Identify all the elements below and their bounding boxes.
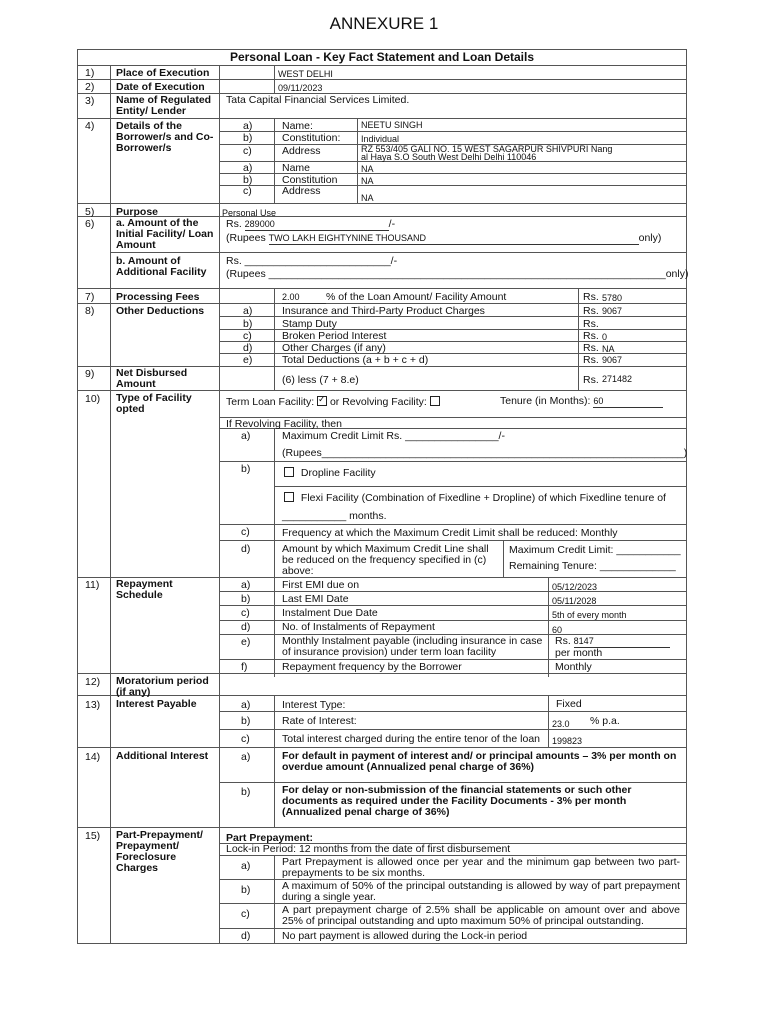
repayment-schedule-label: Repayment Schedule [116, 578, 173, 601]
amount-line [226, 219, 395, 231]
row-number: 11) [85, 579, 100, 591]
part-prepayment-heading: Part Prepayment: [226, 832, 313, 844]
co-borrower-address: NA [361, 193, 374, 203]
processing-fee-pct: 2.00 [282, 292, 326, 304]
prepayment-rule: A maximum of 50% of the principal outstanding is allowed by way of part prepayment during a single year. [282, 880, 680, 903]
lock-in-period: Lock-in Period: 12 months from the date of first disbursement [226, 843, 511, 855]
rule [77, 79, 687, 80]
facility-type-label: Type of Facility opted [116, 392, 192, 415]
row-number: 7) [85, 291, 95, 303]
revolving-label: or Revolving Facility: [329, 396, 427, 408]
instalment-due-date: 5th of every month [552, 610, 627, 620]
lender-value: Tata Capital Financial Services Limited. [226, 94, 410, 106]
processing-fee-value: 5780 [602, 293, 623, 303]
instalment-count: 60 [552, 625, 563, 635]
checkmark-icon: ✓ [318, 394, 326, 404]
table-border-right [686, 49, 687, 944]
purpose-label: Purpose [116, 206, 159, 218]
rule [219, 659, 687, 660]
row-number: 10) [85, 393, 101, 405]
row-number: 5) [85, 206, 95, 218]
rs-label: Rs. [583, 342, 599, 354]
deduction-value: 9067 [602, 306, 623, 316]
col-divider-label [219, 65, 220, 944]
processing-fee-text: % of the Loan Amount/ Facility Amount [326, 291, 507, 303]
schedule-text: First EMI due on [282, 579, 360, 591]
loan-amount-value: 289000 [245, 219, 389, 231]
annexure-title: ANNEXURE 1 [329, 14, 439, 33]
rule [219, 928, 687, 929]
rs-suffix: /- [388, 218, 396, 230]
amount-words-line [226, 233, 661, 245]
item-key: f) [241, 661, 248, 673]
item-key: d) [241, 543, 251, 555]
rule [219, 711, 687, 712]
per-month-text: per month [555, 647, 603, 659]
row-number: 8) [85, 305, 95, 317]
rate-label: Rate of Interest: [282, 715, 357, 727]
item-key: e) [241, 636, 251, 648]
table-title: Personal Loan - Key Fact Statement and Loan Details [229, 50, 535, 64]
rule [219, 782, 687, 783]
rs-label: Rs. [555, 635, 571, 647]
term-loan-checkbox[interactable] [317, 396, 327, 406]
rule [77, 203, 687, 204]
additional-amount-words: (Rupees ____________________________________________________________________only) [226, 268, 689, 280]
additional-amount-line: Rs. _________________________/- [226, 255, 398, 267]
rule [77, 673, 687, 674]
divider [503, 540, 504, 577]
total-deductions-value: 9067 [602, 355, 623, 365]
address-label: Address [282, 145, 321, 157]
deduction-text: Insurance and Third-Party Product Charges [282, 305, 485, 317]
term-loan-label: Term Loan Facility: [226, 396, 315, 408]
item-key: c) [243, 185, 252, 197]
prepayment-rule: A part prepayment charge of 2.5% shall be applicable on amount over and above 25% of principal outstanding and upto maximum 50% of principal outstanding. [282, 904, 680, 927]
row-number: 3) [85, 95, 95, 107]
row-number: 6) [85, 218, 95, 230]
item-key: c) [243, 145, 252, 157]
deduction-text: Other Charges (if any) [282, 342, 386, 354]
facility-type-line [226, 396, 440, 408]
schedule-text: No. of Instalments of Repayment [282, 621, 435, 633]
penal-charge-delay: For delay or non-submission of the financial statements or such other documents as required under the Facility Documents - 3% per month (Annualized penal charge of 36%) [282, 784, 632, 818]
date-of-execution-value: 09/11/2023 [278, 83, 323, 93]
place-of-execution-label: Place of Execution [116, 67, 210, 79]
tenure-label: Tenure (in Months): [500, 395, 591, 407]
row-number: 14) [85, 751, 101, 763]
item-key: a) [243, 305, 253, 317]
item-key: a) [241, 699, 251, 711]
borrower-address-line2: al Haya S.O South West Delhi Delhi 110046 [361, 152, 537, 162]
tenure-line [500, 396, 663, 408]
borrower-name: NEETU SINGH [361, 120, 423, 130]
if-revolving-text: If Revolving Facility, then [226, 418, 342, 430]
item-key: a) [241, 430, 251, 442]
constitution-label: Constitution: [282, 132, 341, 144]
co-borrower-name: NA [361, 164, 374, 174]
row-number: 13) [85, 699, 101, 711]
total-interest-value: 199823 [552, 736, 583, 746]
total-interest-label: Total interest charged during the entire tenor of the loan [282, 733, 540, 745]
moratorium-label: Moratorium period (if any) [116, 675, 209, 698]
row-number: 12) [85, 676, 101, 688]
borrower-details-label: Details of the Borrower/s and Co-Borrower/s [116, 120, 214, 154]
revolving-checkbox[interactable] [430, 396, 440, 406]
item-key: b) [243, 318, 253, 330]
dropline-line [284, 467, 376, 479]
rule [77, 827, 687, 828]
frequency-text: Frequency at which the Maximum Credit Limit shall be reduced: Monthly [282, 527, 618, 539]
prepayment-label: Part-Prepayment/ Prepayment/ Foreclosure Charges [116, 829, 203, 874]
deduction-value: NA [602, 344, 615, 354]
row-number: 15) [85, 830, 101, 842]
rule [110, 252, 687, 253]
co-constitution-label: Constitution [282, 174, 338, 186]
prepayment-rule: Part Prepayment is allowed once per year and the minimum gap between two part-prepayments to be six months. [282, 856, 680, 879]
rule [219, 591, 687, 592]
loan-amount-label: a. Amount of the Initial Facility/ Loan Amount [116, 217, 214, 251]
co-name-label: Name [282, 162, 311, 174]
row-number: 1) [85, 67, 95, 79]
rs-label: Rs. [583, 318, 599, 330]
rule [77, 390, 687, 391]
purpose-value: Personal Use [222, 208, 277, 218]
item-key: c) [241, 526, 250, 538]
row-number: 4) [85, 120, 95, 132]
processing-fees-label: Processing Fees [116, 291, 200, 303]
max-credit-rupees-text: (Rupees______________________________________________________________) [282, 447, 688, 459]
deduction-text: Broken Period Interest [282, 330, 387, 342]
rs-label: Rs. [583, 291, 599, 303]
net-disbursed-value: 271482 [602, 374, 633, 384]
rs-label: Rs. [583, 330, 599, 342]
co-address-label: Address [282, 185, 321, 197]
remaining-tenure-field: Remaining Tenure: _____________ [509, 560, 676, 572]
item-key: b) [243, 174, 253, 186]
item-key: a) [241, 860, 251, 872]
item-key: a) [241, 751, 251, 763]
emi-text: Monthly Instalment payable (including insurance in case of insurance provision) under term loan facility [282, 635, 543, 658]
place-of-execution-value: WEST DELHI [278, 69, 333, 79]
divider [274, 855, 275, 944]
flexi-line [284, 492, 666, 504]
divider [548, 577, 549, 677]
rule [274, 486, 687, 487]
amount-reduced-text: Amount by which Maximum Credit Line shall be reduced on the frequency specified in (c) above: [282, 543, 489, 577]
repayment-frequency-text: Repayment frequency by the Borrower [282, 661, 462, 673]
rule [219, 461, 687, 462]
co-borrower-constitution: NA [361, 176, 374, 186]
interest-payable-label: Interest Payable [116, 698, 197, 710]
row-number: 9) [85, 368, 95, 380]
rule [219, 729, 687, 730]
schedule-text: Instalment Due Date [282, 607, 378, 619]
item-key: c) [241, 607, 250, 619]
rs-prefix: Rs. [226, 218, 242, 230]
divider [548, 695, 549, 747]
max-credit-limit-field: Maximum Credit Limit: ___________ [509, 544, 681, 556]
deduction-text: Total Deductions (a + b + c + d) [282, 354, 429, 366]
net-disbursed-label: Net Disbursed Amount [116, 367, 188, 390]
item-key: b) [241, 715, 251, 727]
tenure-value: 60 [593, 396, 663, 408]
penal-charge-default: For default in payment of interest and/ or principal amounts – 3% per month on overdue amount (Annualized penal charge of 36%) [282, 750, 677, 773]
item-key: d) [241, 930, 251, 942]
item-key: d) [241, 621, 251, 633]
only-suffix: only) [638, 232, 662, 244]
dropline-label: Dropline Facility [300, 467, 376, 479]
interest-type-value: Fixed [556, 698, 582, 710]
divider [274, 428, 275, 677]
deduction-text: Stamp Duty [282, 318, 337, 330]
item-key: a) [241, 579, 251, 591]
item-key: a) [243, 120, 253, 132]
rule [219, 605, 687, 606]
col-divider-num [110, 65, 111, 944]
repayment-frequency-value: Monthly [555, 661, 592, 673]
lender-label: Name of Regulated Entity/ Lender [116, 94, 212, 117]
item-key: e) [243, 354, 253, 366]
per-annum-text: % p.a. [590, 715, 620, 727]
rule [77, 65, 687, 66]
row-number: 2) [85, 81, 95, 93]
rs-label: Rs. [583, 305, 599, 317]
flexi-label: Flexi Facility (Combination of Fixedline + Dropline) of which Fixedline tenure of [300, 492, 666, 504]
max-credit-limit-text: Maximum Credit Limit Rs. ________________/- [282, 430, 505, 442]
divider [274, 695, 275, 827]
rupees-prefix: (Rupees [226, 232, 266, 244]
item-key: c) [243, 330, 252, 342]
borrower-address-line1: RZ 553/405 GALI NO. 15 WEST SAGARPUR SHIVPURI Nang [361, 144, 613, 154]
interest-type-label: Interest Type: [282, 699, 346, 711]
additional-facility-label: b. Amount of Additional Facility [116, 255, 207, 278]
rule [219, 540, 687, 541]
rs-label: Rs. [583, 354, 599, 366]
other-deductions-label: Other Deductions [116, 305, 205, 317]
borrower-constitution: Individual [361, 134, 400, 144]
rule [219, 524, 687, 525]
processing-fee-line [282, 292, 506, 304]
schedule-text: Last EMI Date [282, 593, 349, 605]
name-label: Name: [282, 120, 313, 132]
rule [77, 747, 687, 748]
additional-interest-label: Additional Interest [116, 750, 209, 762]
item-key: c) [241, 908, 250, 920]
net-disbursed-formula: (6) less (7 + 8.e) [282, 374, 359, 386]
rule [77, 943, 687, 944]
item-key: c) [241, 733, 250, 745]
fixedline-months: ___________ months. [282, 510, 387, 522]
item-key: b) [243, 132, 253, 144]
item-key: b) [241, 884, 251, 896]
date-of-execution-label: Date of Execution [116, 81, 205, 93]
rate-value: 23.0 [552, 719, 570, 729]
item-key: b) [241, 593, 251, 605]
item-key: a) [243, 162, 253, 174]
deduction-value: 0 [602, 332, 608, 342]
item-key: b) [241, 463, 251, 475]
item-key: b) [241, 786, 251, 798]
last-emi-date: 05/11/2028 [552, 596, 597, 606]
rule [77, 118, 687, 119]
rule [77, 288, 687, 289]
dropline-checkbox[interactable] [284, 467, 294, 477]
emi-value: 8147 [574, 636, 670, 648]
first-emi-date: 05/12/2023 [552, 582, 598, 592]
item-key: d) [243, 342, 253, 354]
rs-label: Rs. [583, 374, 599, 386]
prepayment-rule: No part payment is allowed during the Lock-in period [282, 930, 528, 942]
loan-amount-words: TWO LAKH EIGHTYNINE THOUSAND [269, 233, 639, 245]
flexi-checkbox[interactable] [284, 492, 294, 502]
table-border-left [77, 49, 78, 944]
